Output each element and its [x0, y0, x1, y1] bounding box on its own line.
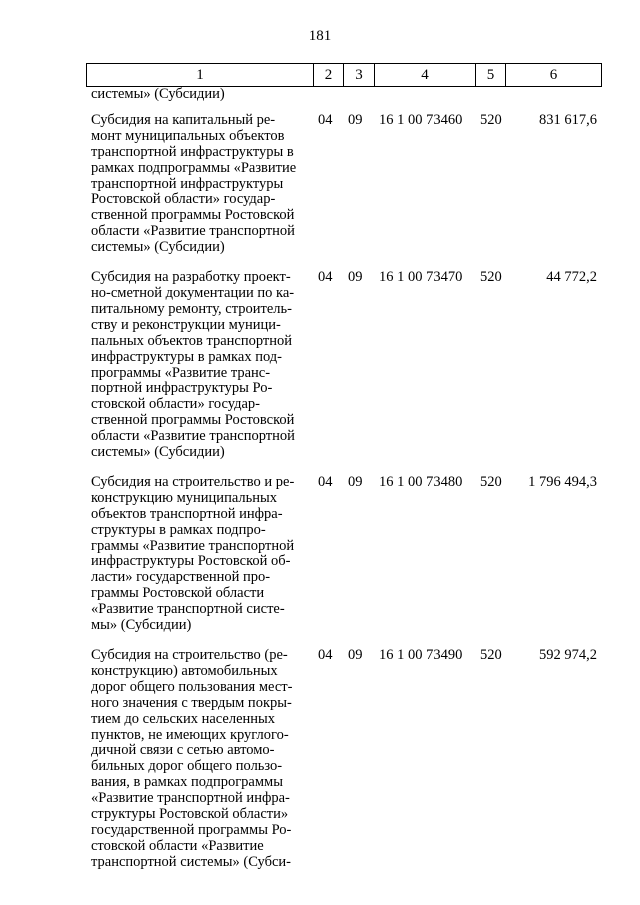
cell-amount: 831 617,6: [539, 111, 597, 128]
cell-expense-type: 520: [480, 473, 502, 490]
cell-target-code: 16 1 00 73460: [379, 111, 463, 128]
row-description: Субсидия на строительство и ре- конструкцию муниципальных объектов транспортной инфра- структуры в рамках подпро- граммы «Развитие транспортной инфраструктуры Ростовской об- ласти» государственной про- граммы Ростовской области «Развитие транспортной систе- мы» (Субсидии): [91, 473, 295, 634]
table-header: [86, 63, 602, 87]
cell-target-code: 16 1 00 73470: [379, 269, 463, 286]
cell-target-code: 16 1 00 73480: [379, 473, 463, 490]
table-row: [86, 648, 601, 871]
cell-amount: 592 974,2: [539, 647, 597, 663]
cell-expense-type: 520: [480, 269, 502, 286]
column-header: 5: [476, 64, 506, 87]
table-body: [86, 87, 601, 871]
cell-subsection: 09: [348, 111, 363, 128]
column-header: 3: [344, 64, 375, 87]
row-description: системы» (Субсидии): [91, 86, 225, 102]
column-header: 2: [314, 64, 344, 87]
page-number: 181: [308, 28, 332, 44]
cell-target-code: 16 1 00 73490: [379, 647, 463, 663]
cell-amount: 1 796 494,3: [528, 473, 597, 490]
table-row: [86, 113, 601, 256]
cell-section: 04: [318, 473, 333, 490]
cell-section: 04: [318, 269, 333, 286]
cell-expense-type: 520: [480, 647, 502, 663]
table-row: [86, 270, 601, 461]
cell-subsection: 09: [348, 647, 363, 663]
cell-amount: 44 772,2: [546, 269, 597, 286]
column-header: 6: [506, 64, 602, 87]
table-row: [86, 475, 601, 634]
cell-subsection: 09: [348, 473, 363, 490]
row-description: Субсидия на строительство (ре- конструкцию) автомобильных дорог общего пользования мест- ного значения с твердым покры- тием до сельских населенных пунктов, не имеющих круглого- дичной связи с сетью автомо- бильных дорог общего пользо- вания, в рамках подпрограммы «Развитие транспортной инфра- структуры Ростовской области» государственной программы Ро- стовской области «Развитие транспортной системы» (Субси-: [91, 647, 293, 870]
table-row-continuation: [86, 87, 601, 103]
row-description: Субсидия на капитальный ре- монт муниципальных объектов транспортной инфраструктуры в рамках подпрограммы «Развитие транспортной инфраструктуры Ростовской области» государ- ственной программы Ростовской области «Развитие транспортной системы» (Субсидии): [91, 111, 297, 256]
column-header: 4: [375, 64, 476, 87]
row-description: Субсидия на разработку проект- но-сметной документации по ка- питальному ремонту, строитель- ству и реконструкции муници- пальных объектов транспортной инфраструктуры в рамках под- программы «Развитие транс- портной инфраструктуры Ро- стовской области» государ- ственной программы Ростовской области «Развитие транспортной системы» (Субсидии): [91, 269, 295, 461]
cell-section: 04: [318, 111, 333, 128]
cell-expense-type: 520: [480, 111, 502, 128]
cell-section: 04: [318, 647, 333, 663]
column-header: 1: [87, 64, 314, 87]
cell-subsection: 09: [348, 269, 363, 286]
